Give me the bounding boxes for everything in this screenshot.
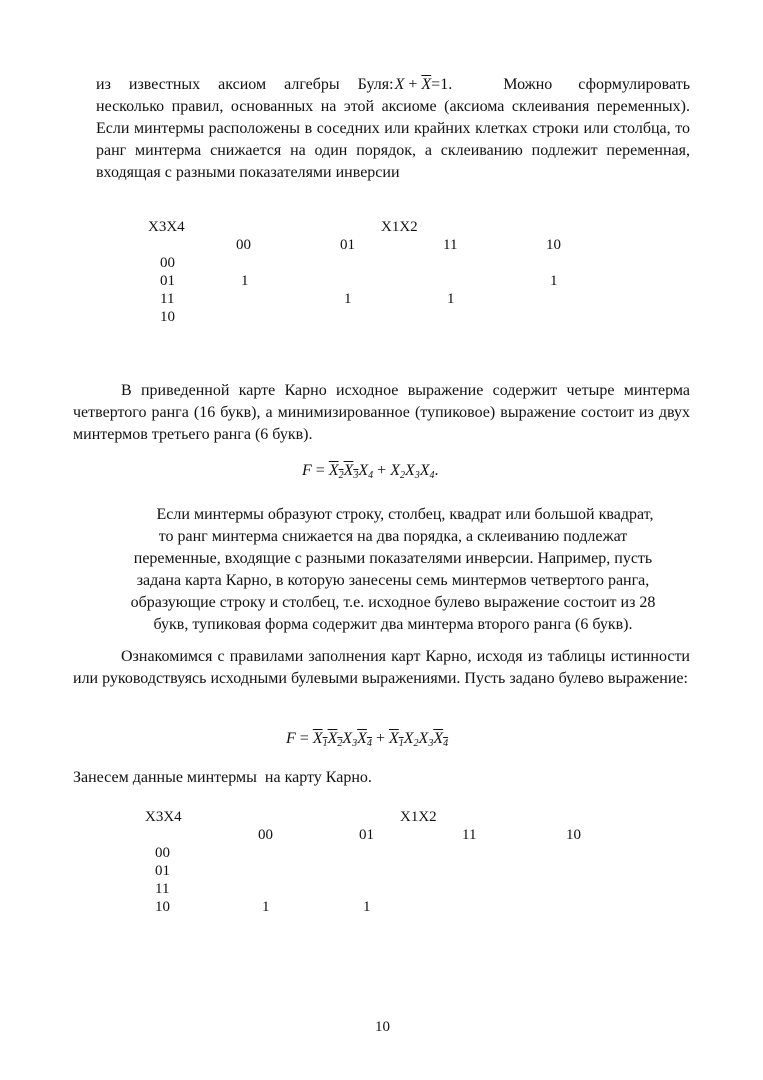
- kmap2-cell: 1: [363, 899, 371, 915]
- kmap1-cell: 1: [241, 273, 249, 289]
- kmap2-col-header: 11: [462, 827, 477, 843]
- paragraph-3-line: переменные, входящие с разными показателями инверсии. Например, пусть: [133, 550, 653, 567]
- paragraph-3-line: то ранг минтерма снижается на два порядка, а склеиванию подлежат: [158, 528, 628, 545]
- kmap1-row-var: X3X4: [148, 219, 185, 235]
- formula1-overlined-term: $X_2X_3$: [328, 462, 359, 481]
- kmap2-col-header: 01: [359, 827, 374, 843]
- kmap1-cell: 1: [447, 291, 455, 307]
- paragraph-3-line: Если минтермы образуют строку, столбец, квадрат или большой квадрат,: [156, 506, 654, 523]
- kmap2-row-label: 01: [155, 863, 170, 879]
- intro-rest: несколько правил, основанных на этой аксиоме (аксиома склеивания переменных). Если минтермы расположены в соседних или крайних клетках строки или столбца, то ранг минтерма снижается на один порядок, а склеиванию подлежит переменная, входящая с разными показателями инверсии: [96, 98, 690, 181]
- kmap2-row-label: 11: [155, 881, 170, 897]
- kmap2-row-label: 10: [155, 899, 170, 915]
- paragraph-3-line: букв, тупиковая форма содержит два минтерма второго ранга (6 букв).: [153, 616, 633, 633]
- paragraph-2: В приведенной карте Карно исходное выражение содержит четыре минтерма четвертого ранга (16 букв), а минимизированное (тупиковое) выражение состоит из двух минтермов третьего ранга (6 букв).: [73, 382, 690, 443]
- kmap1-row-label: 01: [160, 273, 175, 289]
- paragraph-3-line: образующие строку и столбец, т.е. исходное булево выражение состоит из 28: [130, 594, 656, 611]
- kmap2-col-header: 00: [258, 827, 273, 843]
- kmap2-cell: 1: [262, 899, 270, 915]
- kmap2-col-var: X1X2: [400, 809, 437, 825]
- paragraph-3: [73, 504, 713, 636]
- kmap1-col-header: 11: [443, 237, 458, 253]
- kmap1-col-header: 01: [340, 237, 355, 253]
- intro-line1-prefix: из известных аксиом алгебры Буля:: [96, 76, 394, 93]
- intro-paragraph: [96, 74, 690, 184]
- formula-1: $F = X_2X_3X_4 + X_2X_3X_4$.: [302, 462, 439, 481]
- intro-line1-suffix: Можно сформулировать: [503, 76, 690, 93]
- kmap1-col-header: 00: [236, 237, 251, 253]
- kmap1-col-var: X1X2: [381, 219, 418, 235]
- paragraph-3-line: задана карта Карно, в которую занесены семь минтермов четвертого ранга,: [136, 572, 650, 589]
- kmap1-col-header: 10: [546, 237, 561, 253]
- formula-2: $F = X_1X_2X_3X_4 + X_1X_2X_3X_4$: [286, 730, 449, 749]
- kmap2-col-header: 10: [566, 827, 581, 843]
- kmap1-cell: 1: [344, 291, 352, 307]
- page-number: 10: [375, 1019, 390, 1035]
- kmap1-row-label: 11: [160, 291, 175, 307]
- kmap2-row-label: 00: [155, 845, 170, 861]
- kmap2-row-var: X3X4: [145, 809, 182, 825]
- kmap1-row-label: 00: [160, 255, 175, 271]
- paragraph-5: Занесем данные минтермы на карту Карно.: [73, 769, 372, 786]
- kmap1-row-label: 10: [160, 309, 175, 325]
- kmap1-cell: 1: [550, 273, 558, 289]
- paragraph-4: Ознакомимся с правилами заполнения карт Карно, исходя из таблицы истинности или руководствуясь исходными булевыми выражениями. Пусть задано булево выражение:: [73, 648, 690, 687]
- axiom-formula: $X + \overline{X}=1$.: [394, 76, 453, 93]
